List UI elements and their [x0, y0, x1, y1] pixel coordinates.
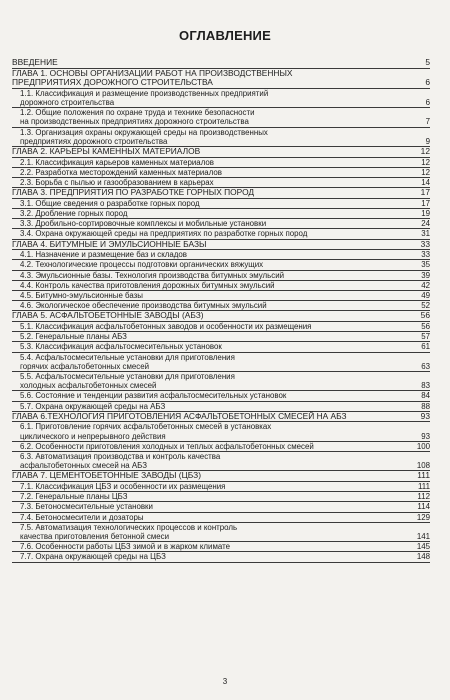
toc-entry-page: 5 [425, 57, 430, 67]
toc-chapter-entry [12, 69, 430, 89]
toc-entry-page: 145 [416, 542, 430, 552]
toc-entry-page: 12 [421, 157, 430, 167]
toc-entry-title: 7.4. Бетоносмесители и дозаторы [20, 512, 144, 522]
toc-entry-title: 5.6. Состояние и тенденции развития асфальтосмесительных установок [20, 391, 287, 401]
toc-entry-title: 2.1. Классификация карьеров каменных материалов [20, 157, 214, 167]
toc-entry-title: ГЛАВА 3. ПРЕДПРИЯТИЯ ПО РАЗРАБОТКЕ ГОРНЫХ ПОРОД [12, 187, 255, 198]
toc-chapter-entry [12, 471, 430, 482]
toc-entry-page: 12 [421, 167, 430, 177]
toc-entry-page: 49 [421, 291, 430, 301]
toc-section-entry [12, 199, 430, 209]
toc-entry-title: 2.3. Борьба с пылью и газообразованием в карьерах [20, 178, 214, 187]
toc-section-entry [12, 209, 430, 219]
toc-entry-page: 14 [421, 178, 430, 187]
toc-entry-title: ГЛАВА 7. ЦЕМЕНТОБЕТОННЫЕ ЗАВОДЫ (ЦБЗ) [12, 470, 202, 481]
toc-entry-title: ГЛАВА 2. КАРЬЕРЫ КАМЕННЫХ МАТЕРИАЛОВ [12, 146, 201, 156]
toc-entry-title: 5.3. Классификация асфальтосмесительных установок [20, 342, 222, 352]
toc-section-entry [12, 502, 430, 512]
toc-section-entry [12, 332, 430, 342]
toc-section-entry [12, 219, 430, 229]
toc-chapter-entry [12, 147, 430, 158]
toc-entry-page: 112 [417, 492, 430, 502]
toc-entry-page: 129 [416, 512, 430, 522]
toc-section-entry [12, 108, 430, 127]
toc-entry-page: 24 [421, 219, 430, 229]
toc-section-entry [12, 422, 430, 441]
toc-entry-page: 7 [425, 117, 430, 127]
toc-entry-page: 6 [425, 97, 430, 107]
toc-entry-title: 4.3. Эмульсионные базы. Технология производства битумных эмульсий [20, 270, 285, 280]
toc-entry-page: 83 [421, 381, 430, 391]
toc-entry-title: 7.3. Бетоносмесительные установки [20, 502, 153, 512]
toc-entry-page: 52 [421, 301, 430, 311]
toc-entry-title: 5.4. Асфальтосмесительные установки для приготовления горячих асфальтобетонных смесей [20, 352, 235, 371]
toc-entry-page: 148 [416, 552, 430, 562]
toc-entry-title: 5.5. Асфальтосмесительные установки для приготовления холодных асфальтобетонных смесей [20, 372, 235, 391]
toc-chapter-entry [12, 188, 430, 199]
toc-entry-title: 6.3. Автоматизация производства и контроль качества асфальтобетонных смесей на АБЗ [20, 452, 221, 471]
toc-entry-page: 17 [421, 198, 430, 208]
toc-section-entry [12, 523, 430, 542]
toc-entry-page: 33 [421, 250, 430, 260]
toc-entry-title: 3.1. Общие сведения о разработке горных пород [20, 198, 200, 208]
toc-section-entry [12, 168, 430, 178]
toc-chapter-entry [12, 240, 430, 251]
toc-entry-title: 3.2. Дробление горных пород [20, 209, 128, 218]
toc-entry-title: ГЛАВА 6.ТЕХНОЛОГИЯ ПРИГОТОВЛЕНИЯ АСФАЛЬТОБЕТОННЫХ СМЕСЕЙ НА АБЗ [12, 410, 347, 421]
toc-entry-title: 1.3. Организация охраны окружающей среды на производственных предприятиях дорожного строительства [20, 127, 268, 146]
toc-entry-title: ВВЕДЕНИЕ [12, 57, 58, 67]
toc-entry-title: 7.5. Автоматизация технологических процессов и контроль качества приготовления бетонной смеси [20, 522, 238, 542]
toc-entry-title: 4.5. Битумно-эмульсионные базы [20, 291, 143, 301]
toc-entry-page: 56 [420, 310, 430, 321]
toc-entry-title: 1.2. Общие положения по охране труда и технике безопасности на производственных предприятиях дорожного строительства [20, 108, 255, 127]
toc-chapter-entry [12, 58, 430, 69]
toc-entry-page: 61 [421, 342, 430, 352]
toc-entry-page: 56 [421, 322, 430, 332]
toc-entry-page: 17 [420, 187, 430, 198]
toc-entry-title: 3.4. Охрана окружающей среды на предприятиях по разработке горных пород [20, 229, 308, 239]
toc-entry-title: 5.2. Генеральные планы АБЗ [20, 332, 127, 342]
toc-entry-title: 4.6. Экологическое обеспечение производства битумных эмульсий [20, 301, 267, 311]
toc-entry-title: 7.7. Охрана окружающей среды на ЦБЗ [20, 552, 166, 562]
toc-entry-title: 7.2. Генеральные планы ЦБЗ [20, 492, 128, 502]
toc-entry-page: 39 [421, 270, 430, 280]
toc-section-entry [12, 353, 430, 372]
toc-entry-title: ГЛАВА 5. АСФАЛЬТОБЕТОННЫЕ ЗАВОДЫ (АБЗ) [12, 310, 204, 321]
toc-entry-page: 111 [418, 482, 430, 492]
toc-entry-title: 1.1. Классификация и размещение производственных предприятий дорожного строительства [20, 88, 269, 107]
toc-entry-page: 108 [416, 461, 430, 471]
table-of-contents [12, 58, 430, 563]
toc-entry-page: 141 [416, 532, 430, 542]
page-number: 3 [222, 677, 228, 686]
toc-section-entry [12, 542, 430, 552]
toc-entry-title: 7.1. Классификация ЦБЗ и особенности их размещения [20, 482, 226, 492]
toc-entry-title: 6.1. Приготовление горячих асфальтобетонных смесей в установках циклического и непрерывного действия [20, 422, 272, 441]
toc-entry-title: 6.2. Особенности приготовления холодных и теплых асфальтобетонных смесей [20, 441, 314, 451]
toc-entry-title: ГЛАВА 4. БИТУМНЫЕ И ЭМУЛЬСИОННЫЕ БАЗЫ [12, 238, 207, 249]
toc-entry-page: 93 [420, 410, 430, 421]
toc-section-entry [12, 291, 430, 301]
toc-section-entry [12, 128, 430, 147]
toc-entry-page: 35 [421, 260, 430, 270]
toc-entry-page: 63 [421, 361, 430, 371]
toc-entry-page: 57 [421, 332, 430, 342]
toc-entry-title: 4.1. Назначение и размещение баз и складов [20, 250, 187, 260]
toc-entry-title: ГЛАВА 1. ОСНОВЫ ОРГАНИЗАЦИИ РАБОТ НА ПРОИЗВОДСТВЕННЫХ ПРЕДПРИЯТИЯХ ДОРОЖНОГО СТРОИТЕЛЬСТВА [12, 67, 293, 88]
toc-section-entry [12, 452, 430, 471]
toc-chapter-entry [12, 412, 430, 423]
toc-entry-page: 19 [421, 209, 430, 218]
toc-entry-page: 6 [425, 77, 430, 88]
toc-entry-page: 88 [421, 401, 430, 411]
toc-entry-page: 100 [416, 441, 430, 451]
toc-entry-title: 5.7. Охрана окружающей среды на АБЗ [20, 401, 166, 411]
toc-entry-page: 9 [425, 136, 430, 146]
toc-section-entry [12, 391, 430, 401]
toc-section-entry [12, 482, 430, 492]
toc-section-entry [12, 513, 430, 523]
toc-entry-page: 114 [417, 502, 430, 512]
toc-entry-title: 3.3. Дробильно-сортировочные комплексы и мобильные установки [20, 219, 267, 229]
toc-section-entry [12, 89, 430, 108]
toc-entry-title: 5.1. Классификация асфальтобетонных заводов и особенности их размещения [20, 322, 312, 332]
toc-section-entry [12, 250, 430, 260]
toc-entry-title: 7.6. Особенности работы ЦБЗ зимой и в жарком климате [20, 542, 230, 552]
toc-section-entry [12, 322, 430, 332]
toc-entry-page: 42 [421, 280, 430, 290]
toc-section-entry [12, 158, 430, 168]
toc-section-entry [12, 260, 430, 270]
toc-section-entry [12, 442, 430, 452]
toc-entry-page: 33 [420, 238, 430, 249]
toc-entry-page: 84 [421, 391, 430, 401]
toc-entry-title: 2.2. Разработка месторождений каменных материалов [20, 167, 222, 177]
toc-entry-page: 111 [417, 470, 430, 481]
toc-section-entry [12, 271, 430, 281]
toc-entry-page: 12 [420, 146, 430, 156]
toc-section-entry [12, 372, 430, 391]
toc-section-entry [12, 552, 430, 562]
toc-section-entry [12, 492, 430, 502]
toc-entry-title: 4.2. Технологические процессы подготовки органических вяжущих [20, 260, 264, 270]
toc-entry-page: 93 [421, 431, 430, 441]
toc-chapter-entry [12, 311, 430, 322]
toc-entry-title: 4.4. Контроль качества приготовления дорожных битумных эмульсий [20, 280, 275, 290]
toc-section-entry [12, 342, 430, 352]
toc-entry-page: 31 [421, 229, 430, 239]
toc-section-entry [12, 281, 430, 291]
page-title: ОГЛАВЛЕНИЕ [179, 28, 271, 43]
